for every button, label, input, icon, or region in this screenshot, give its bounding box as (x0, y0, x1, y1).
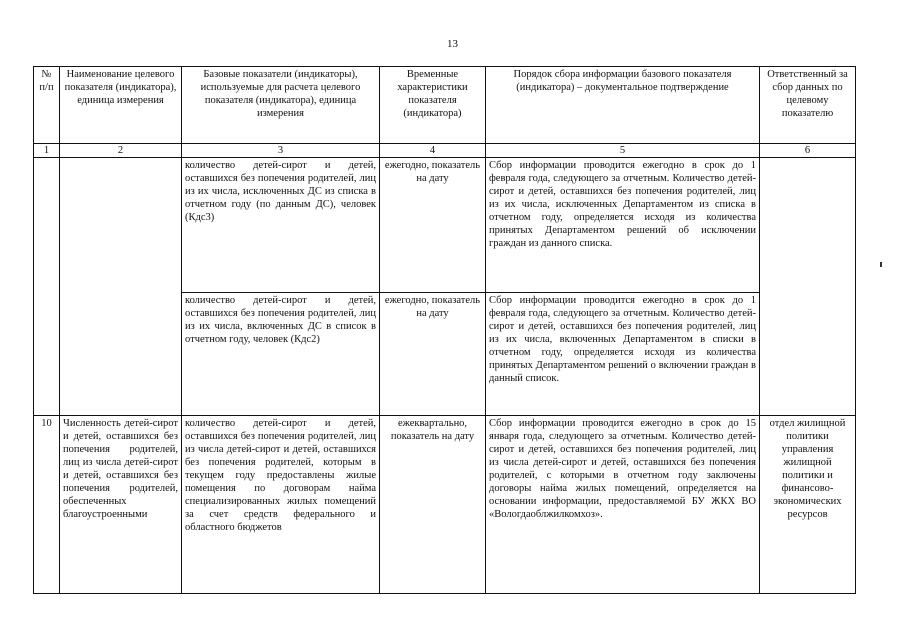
procedure-cell: Сбор информации проводится ежегодно в срок до 1 февраля года, следующего за отчетным. Количество детей-сирот и детей, оставшихся без попечения родителей, лиц из их числа, включенных Департаментом в списки в отчетном году, определяется исходя из количества принятых Департаментом решений о включении граждан в данный список. (486, 293, 760, 416)
responsible-cell: отдел жилищной политики управления жилищной политики и финансово-экономических ресурсов (760, 416, 856, 594)
header-base-indicators: Базовые показатели (индикаторы), используемые для расчета целевого показателя (индикатора), единица измерения (182, 67, 380, 144)
indicator-table (33, 66, 856, 594)
column-number: 3 (182, 144, 380, 158)
page-number: 13 (447, 38, 458, 50)
table-row (34, 416, 856, 594)
column-number: 5 (486, 144, 760, 158)
column-number: 6 (760, 144, 856, 158)
base-indicator-cell: количество детей-сирот и детей, оставшихся без попечения родителей, лиц из их числа, включенных ДС в список в отчетном году, человек (Кдс2) (182, 293, 380, 416)
time-cell: ежеквартально, показатель на дату (380, 416, 486, 594)
time-cell: ежегодно, показатель на дату (380, 158, 486, 293)
header-row (34, 67, 856, 144)
column-number: 1 (34, 144, 60, 158)
indicator-name-cell-empty (60, 158, 182, 416)
procedure-cell: Сбор информации проводится ежегодно в срок до 1 февраля года, следующего за отчетным. Количество детей-сирот и детей, оставшихся без попечения родителей, лиц из их числа, исключенных Департаментом из списка в отчетном году, определяется исходя из количества принятых Департаментом решений об исключении граждан из данного списка. (486, 158, 760, 293)
base-indicator-cell: количество детей-сирот и детей, оставшихся без попечения родителей, лиц из их числа, исключенных ДС из списка в отчетном году (по данным ДС), человек (Кдс3) (182, 158, 380, 293)
margin-mark (880, 262, 882, 267)
base-indicator-cell: количество детей-сирот и детей, оставшихся без попечения родителей, лиц из числа детей-сирот и детей, оставшихся без попечения родителей, которым в текущем году предоставлены жилые помещения по договорам найма специализированных жилых помещений за счет средств федерального и областного бюджетов (182, 416, 380, 594)
table-row (34, 158, 856, 293)
column-number: 4 (380, 144, 486, 158)
procedure-cell: Сбор информации проводится ежегодно в срок до 15 января года, следующего за отчетным. Количество детей-сирот и детей, оставшихся без попечения родителей, лиц из числа детей-сирот и детей, оставшихся без попечения родителей, с которыми в отчетном году заключены договоры найма жилых помещений, определяется на основании информации, предоставляемой БУ ЖКХ ВО «Вологдаоблжилкомхоз». (486, 416, 760, 594)
indicator-name-cell: Численность детей-сирот и детей, оставшихся без попечения родителей, лиц из числа детей-сирот и детей, оставшихся без попечения родителей, обеспеченных благоустроенными (60, 416, 182, 594)
responsible-cell-empty (760, 158, 856, 416)
column-number-row (34, 144, 856, 158)
header-number: № п/п (34, 67, 60, 144)
header-time-characteristics: Временные характеристики показателя (индикатора) (380, 67, 486, 144)
number-cell-empty (34, 158, 60, 416)
column-number: 2 (60, 144, 182, 158)
row-number: 10 (34, 416, 60, 594)
header-responsible: Ответственный за сбор данных по целевому показателю (760, 67, 856, 144)
time-cell: ежегодно, показатель на дату (380, 293, 486, 416)
header-indicator-name: Наименование целевого показателя (индикатора), единица измерения (60, 67, 182, 144)
header-collection-procedure: Порядок сбора информации базового показателя (индикатора) – документальное подтверждение (486, 67, 760, 144)
